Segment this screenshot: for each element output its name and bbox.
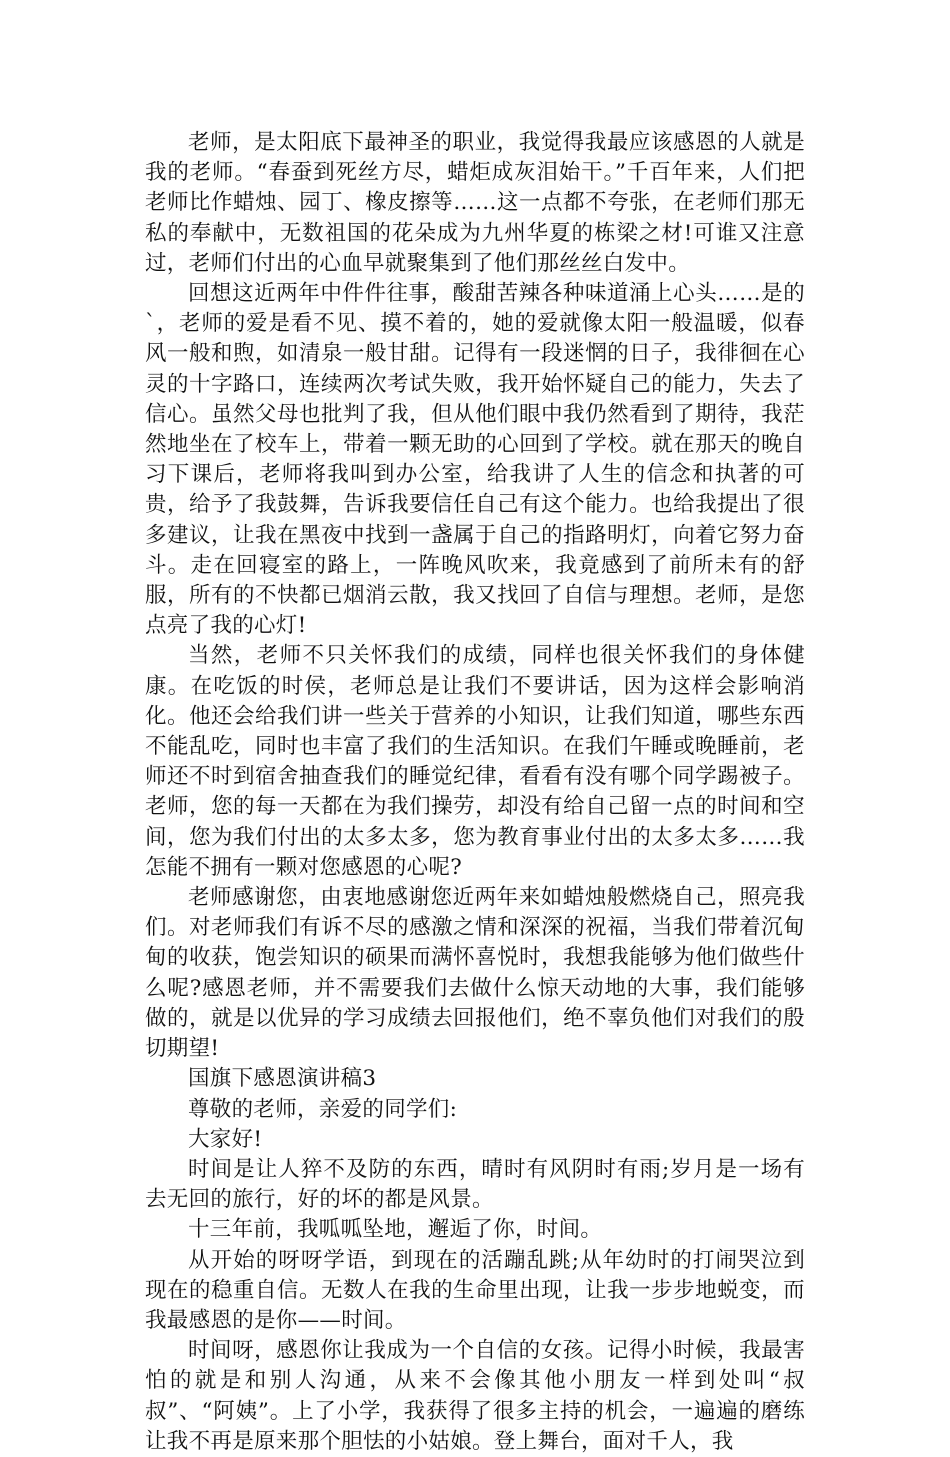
paragraph-birth: 十三年前，我呱呱坠地，邂逅了你，时间。 [188,1217,603,1243]
paragraph-time-intro: 时间是让人猝不及防的东西，晴时有风阴时有雨;岁月是一场有去无回的旅行，好的坏的都是风景。 [145,1156,805,1213]
paragraph-memories: 回想这近两年中件件往事，酸甜苦辣各种味道涌上心头……是的`，老师的爱是看不见、摸不着的，她的爱就像太阳一般温暖，似春风一般和煦，如清泉一般甘甜。记得有一段迷惘的日子，我徘徊在心灵的十字路口，连续两次考试失败，我开始怀疑自己的能力，失去了信心。虽然父母也批判了我，但从他们眼中我仍然看到了期待，我茫然地坐在了校车上，带着一颗无助的心回到了学校。就在那天的晚自习下课后，老师将我叫到办公室，给我讲了人生的信念和执著的可贵，给予了我鼓舞，告诉我要信任自己有这个能力。也给我提出了很多建议，让我在黑夜中找到一盏属于自己的指路明灯，向着它努力奋斗。走在回寝室的路上，一阵晚风吹来，我竟感到了前所未有的舒服，所有的不快都已烟消云散，我又找回了自信与理想。老师，是您点亮了我的心灯! [145,281,805,639]
paragraph-health-care: 当然，老师不只关怀我们的成绩，同样也很关怀我们的身体健康。在吃饭的时侯，老师总是让我们不要讲话，因为这样会影响消化。他还会给我们讲一些关于营养的小知识，让我们知道，哪些东西不能乱吃，同时也丰富了我们的生活知识。在我们午睡或晚睡前，老师还不时到宿舍抽查我们的睡觉纪律，看看有没有哪个同学踢被子。老师，您的每一天都在为我们操劳，却没有给自己留一点的时间和空间，您为我们付出的太多太多，您为教育事业付出的太多太多……我怎能不拥有一颗对您感恩的心呢? [145,643,805,880]
document-body [145,128,805,1457]
paragraph-greeting: 大家好! [188,1126,263,1152]
paragraph-confidence: 时间呀，感恩你让我成为一个自信的女孩。记得小时候，我最害怕的就是和别人沟通，从来不会像其他小朋友一样到处叫“叔叔”、“阿姨”。上了小学，我获得了很多主持的机会，一遍遍的磨练让我不再是原来那个胆怯的小姑娘。登上舞台，面对千人，我 [145,1338,805,1454]
paragraph-growth: 从开始的呀呀学语，到现在的活蹦乱跳;从年幼时的打闹哭泣到现在的稳重自信。无数人在我的生命里出现，让我一步步地蜕变，而我最感恩的是你——时间。 [145,1247,805,1333]
paragraph-teacher-intro: 老师，是太阳底下最神圣的职业，我觉得我最应该感恩的人就是我的老师。“春蚕到死丝方尽，蜡炬成灰泪始干。”千百年来，人们把老师比作蜡烛、园丁、橡皮擦等……这一点都不夸张，在老师们那无私的奉献中，无数祖国的花朵成为九州华夏的栋梁之材!可谁又注意过，老师们付出的心血早就聚集到了他们那丝丝白发中。 [145,130,805,276]
section-heading: 国旗下感恩演讲稿3 [188,1066,377,1092]
paragraph-thanks-teacher: 老师感谢您，由衷地感谢您近两年来如蜡烛般燃烧自己，照亮我们。对老师我们有诉不尽的感激之情和深深的祝福，当我们带着沉甸甸的收获，饱尝知识的硕果而满怀喜悦时，我想我能够为他们做些什么呢?感恩老师，并不需要我们去做什么惊天动地的大事，我们能够做的，就是以优异的学习成绩去回报他们，绝不辜负他们对我们的殷切期望! [145,885,805,1062]
paragraph-salutation: 尊敬的老师，亲爱的同学们: [188,1096,458,1122]
